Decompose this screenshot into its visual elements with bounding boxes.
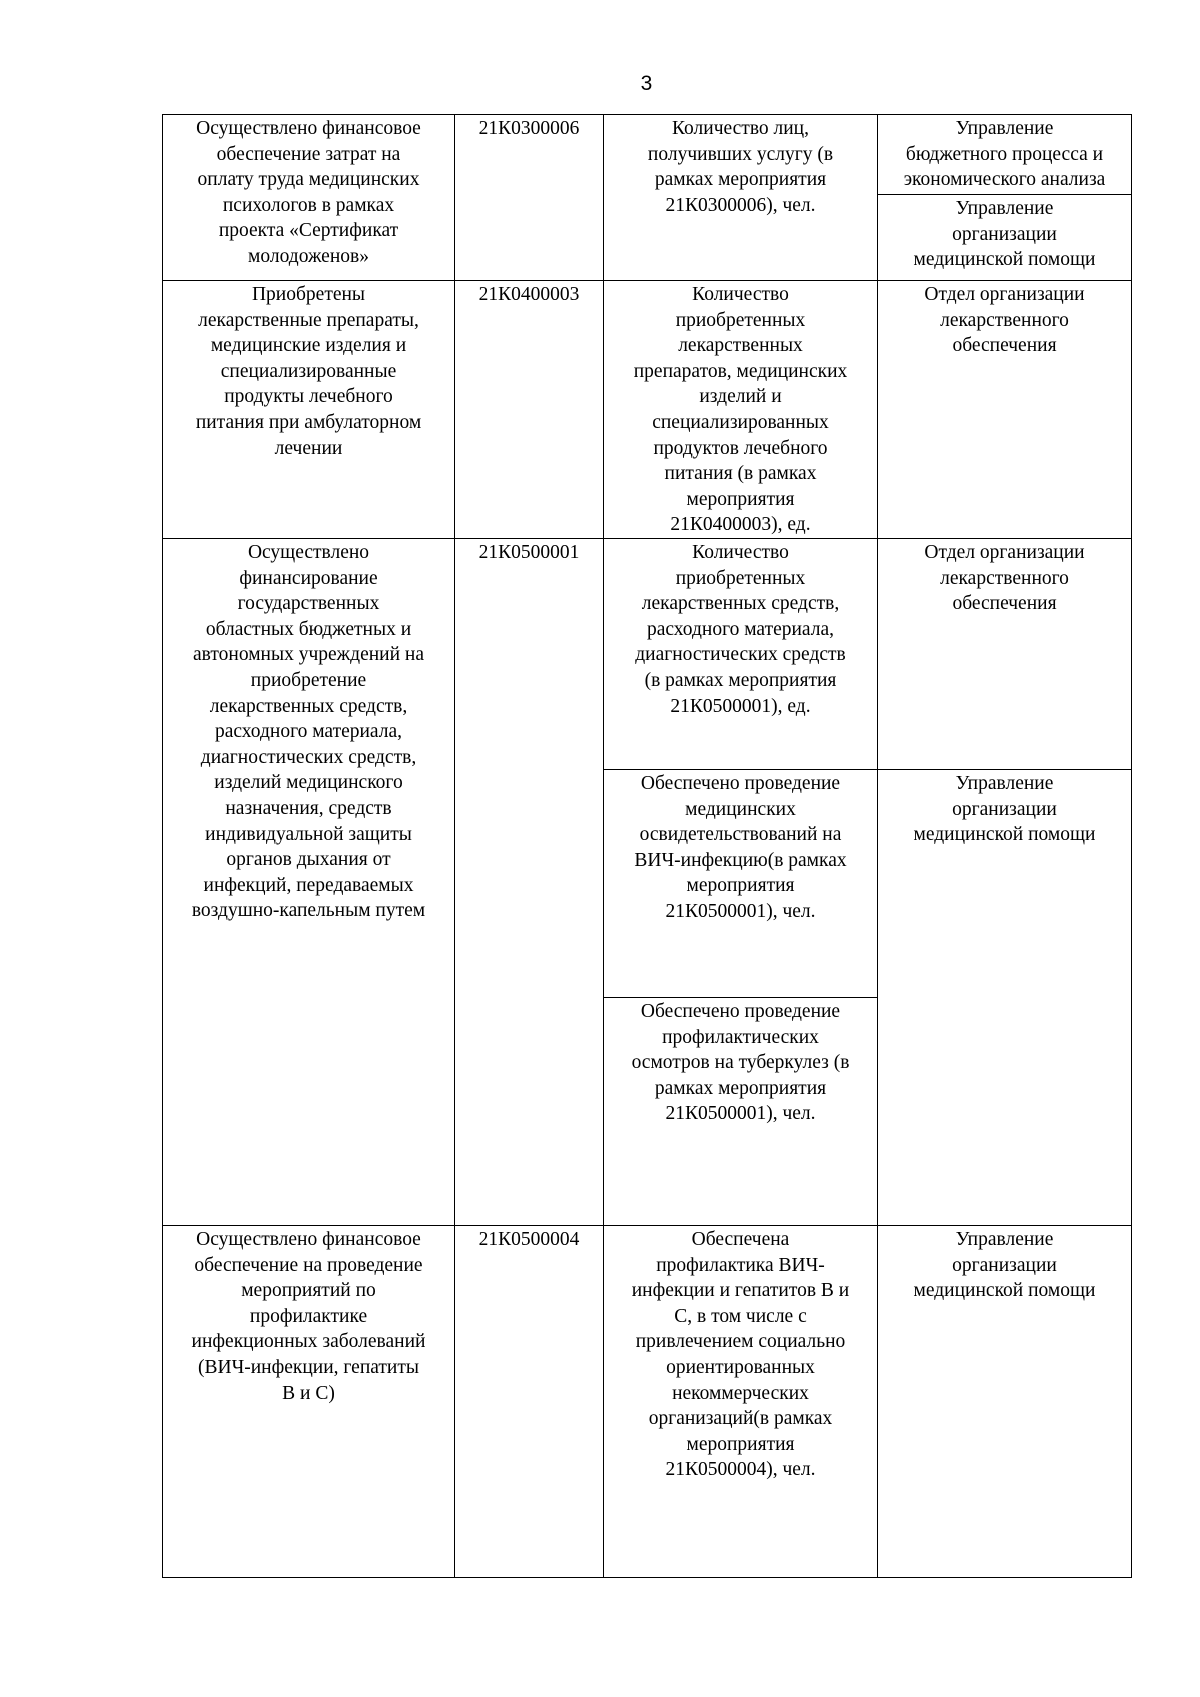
indicator-cell: Количество приобретенных лекарственных препаратов, медицинских изделий и специализированных продуктов лечебного питания (в рамках мероприятия 21К0400003), ед. [604, 281, 878, 539]
measures-table [162, 114, 1132, 1578]
code-cell: 21К0400003 [455, 281, 604, 539]
table-row [163, 1226, 1132, 1578]
code-cell: 21К0500001 [455, 539, 604, 1226]
responsible-cell: Управление организации медицинской помощи [878, 770, 1132, 1226]
page-number: 3 [640, 72, 653, 95]
responsible-cell: Отдел организации лекарственного обеспечения [878, 539, 1132, 770]
responsible-cell: Управление бюджетного процесса и экономического анализа [878, 115, 1132, 195]
responsible-cell: Управление организации медицинской помощи [878, 1226, 1132, 1578]
indicator-cell: Количество лиц, получивших услугу (в рамках мероприятия 21К0300006), чел. [604, 115, 878, 281]
indicator-cell: Количество приобретенных лекарственных средств, расходного материала, диагностических средств (в рамках мероприятия 21К0500001), ед. [604, 539, 878, 770]
indicator-cell: Обеспечено проведение профилактических осмотров на туберкулез (в рамках мероприятия 21К0500001), чел. [604, 998, 878, 1226]
result-cell: Приобретены лекарственные препараты, медицинские изделия и специализированные продукты лечебного питания при амбулаторном лечении [163, 281, 455, 539]
result-cell: Осуществлено финансовое обеспечение затрат на оплату труда медицинских психологов в рамках проекта «Сертификат молодоженов» [163, 115, 455, 281]
result-cell: Осуществлено финансирование государственных областных бюджетных и автономных учреждений на приобретение лекарственных средств, расходного материала, диагностических средств, изделий медицинского назначения, средств индивидуальной защиты органов дыхания от инфекций, передаваемых воздушно-капельным путем [163, 539, 455, 1226]
result-cell: Осуществлено финансовое обеспечение на проведение мероприятий по профилактике инфекционных заболеваний (ВИЧ-инфекции, гепатиты В и С) [163, 1226, 455, 1578]
indicator-cell: Обеспечена профилактика ВИЧ- инфекции и гепатитов В и С, в том числе с привлечением социально ориентированных некоммерческих организаций(в рамках мероприятия 21К0500004), чел. [604, 1226, 878, 1578]
indicator-cell: Обеспечено проведение медицинских освидетельствований на ВИЧ-инфекцию(в рамках мероприятия 21К0500001), чел. [604, 770, 878, 998]
table-row [163, 281, 1132, 539]
table-row [163, 539, 1132, 770]
table-row [163, 115, 1132, 195]
code-cell: 21К0300006 [455, 115, 604, 281]
code-cell: 21К0500004 [455, 1226, 604, 1578]
responsible-cell: Управление организации медицинской помощи [878, 195, 1132, 281]
responsible-cell: Отдел организации лекарственного обеспечения [878, 281, 1132, 539]
